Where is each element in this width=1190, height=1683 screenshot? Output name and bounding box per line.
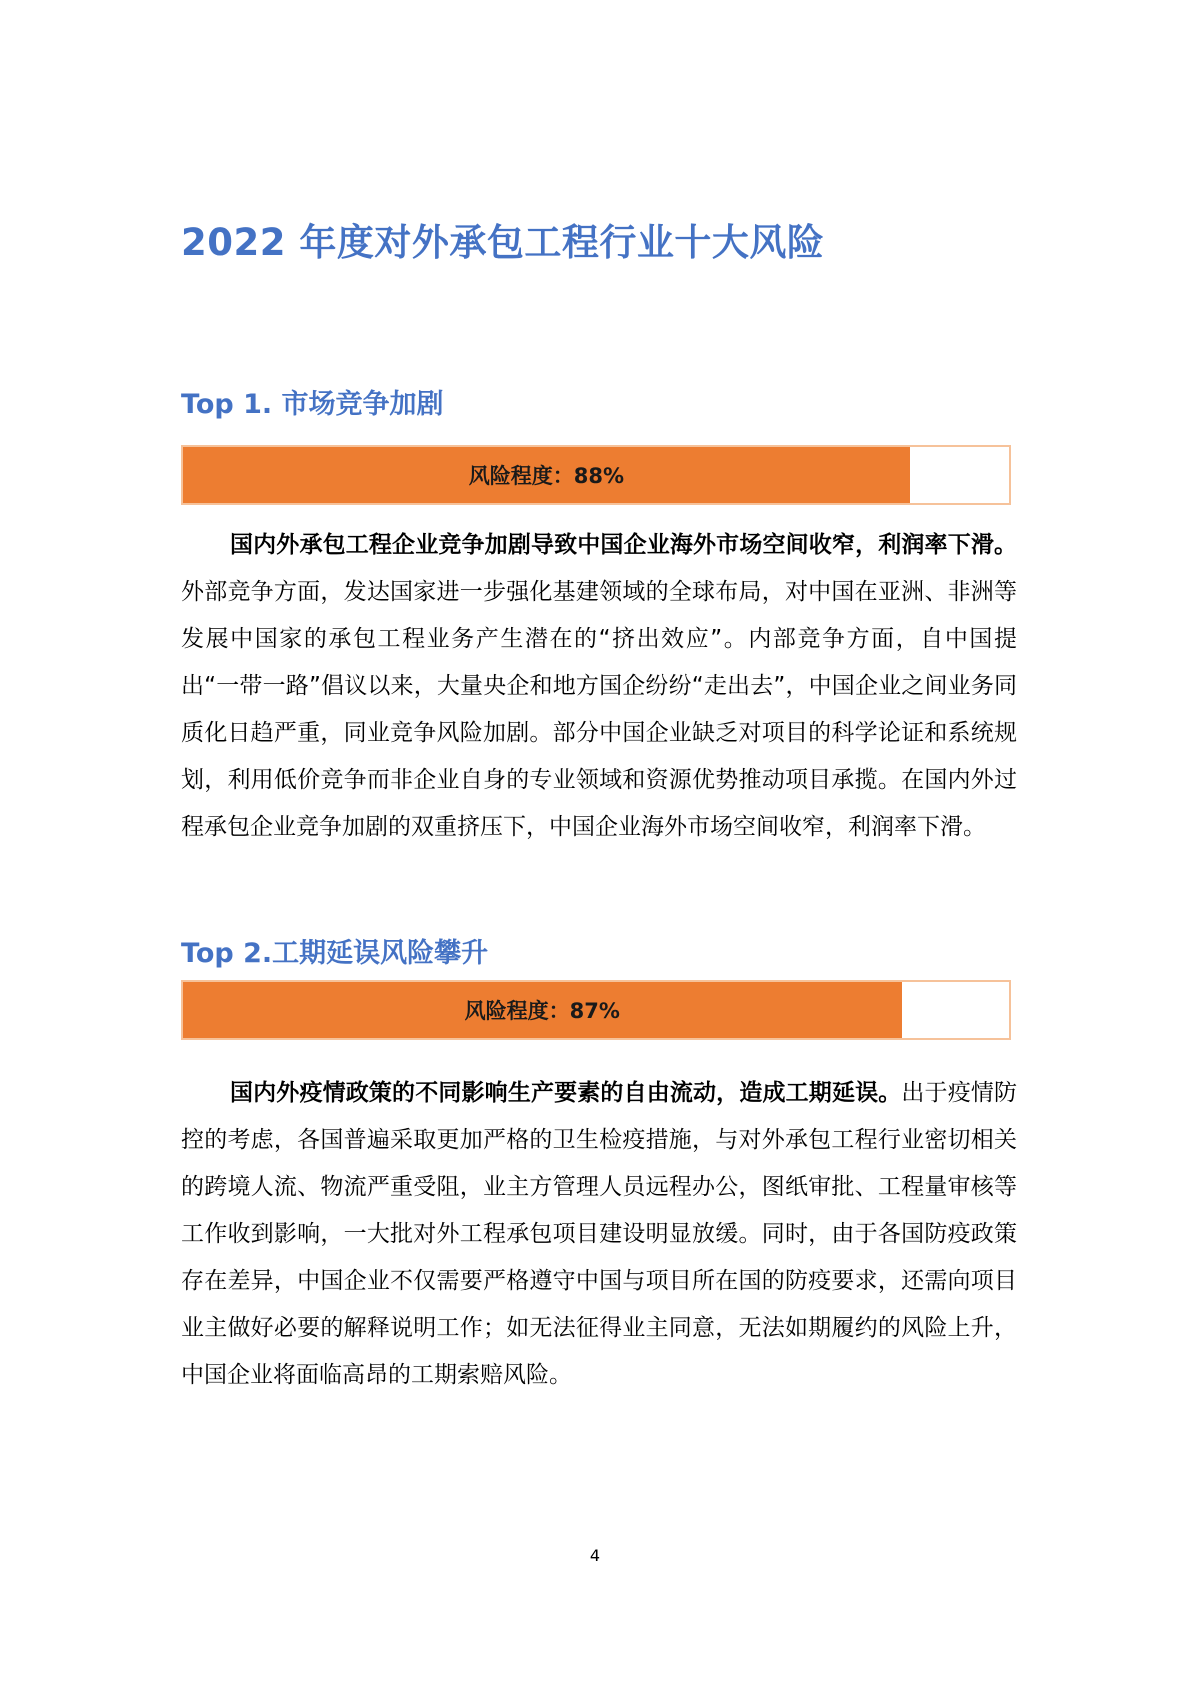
risk-bar-label: 风险程度：87% bbox=[464, 999, 620, 1023]
paragraph-lead-bold: 国内外疫情政策的不同影响生产要素的自由流动，造成工期延误。 bbox=[230, 1080, 902, 1106]
page-title: 2022 年度对外承包工程行业十大风险 bbox=[181, 221, 825, 264]
paragraph-body: 外部竞争方面，发达国家进一步强化基建领域的全球布局，对中国在亚洲、非洲等发展中国家的承包工程业务产生潜在的“挤出效应”。内部竞争方面，自中国提出“一带一路”倡议以来，大量央企和地方国企纷纷“走出去”，中国企业之间业务同质化日趋严重，同业竞争风险加剧。部分中国企业缺乏对项目的科学论证和系统规划，利用低价竞争而非企业自身的专业领域和资源优势推动项目承揽。在国内外过程承包企业竞争加剧的双重挤压下，中国企业海外市场空间收窄，利润率下滑。 bbox=[181, 579, 1017, 840]
section-heading-top2: Top 2.工期延误风险攀升 bbox=[181, 938, 489, 969]
section-paragraph-top2 bbox=[181, 1070, 1017, 1399]
risk-bar-label: 风险程度：88% bbox=[468, 464, 625, 488]
risk-bar-top1 bbox=[181, 445, 1011, 505]
page-number: 4 bbox=[589, 1546, 601, 1565]
risk-bar-top2 bbox=[181, 980, 1011, 1040]
section-heading-top1: Top 1. 市场竞争加剧 bbox=[181, 389, 444, 420]
paragraph-body: 出于疫情防控的考虑，各国普遍采取更加严格的卫生检疫措施，与对外承包工程行业密切相关的跨境人流、物流严重受阻，业主方管理人员远程办公，图纸审批、工程量审核等工作收到影响，一大批对外工程承包项目建设明显放缓。同时，由于各国防疫政策存在差异，中国企业不仅需要严格遵守中国与项目所在国的防疫要求，还需向项目业主做好必要的解释说明工作；如无法征得业主同意，无法如期履约的风险上升，中国企业将面临高昂的工期索赔风险。 bbox=[181, 1080, 1018, 1388]
section-paragraph-top1 bbox=[181, 522, 1017, 851]
paragraph-lead-bold: 国内外承包工程企业竞争加剧导致中国企业海外市场空间收窄，利润率下滑。 bbox=[230, 532, 1017, 558]
